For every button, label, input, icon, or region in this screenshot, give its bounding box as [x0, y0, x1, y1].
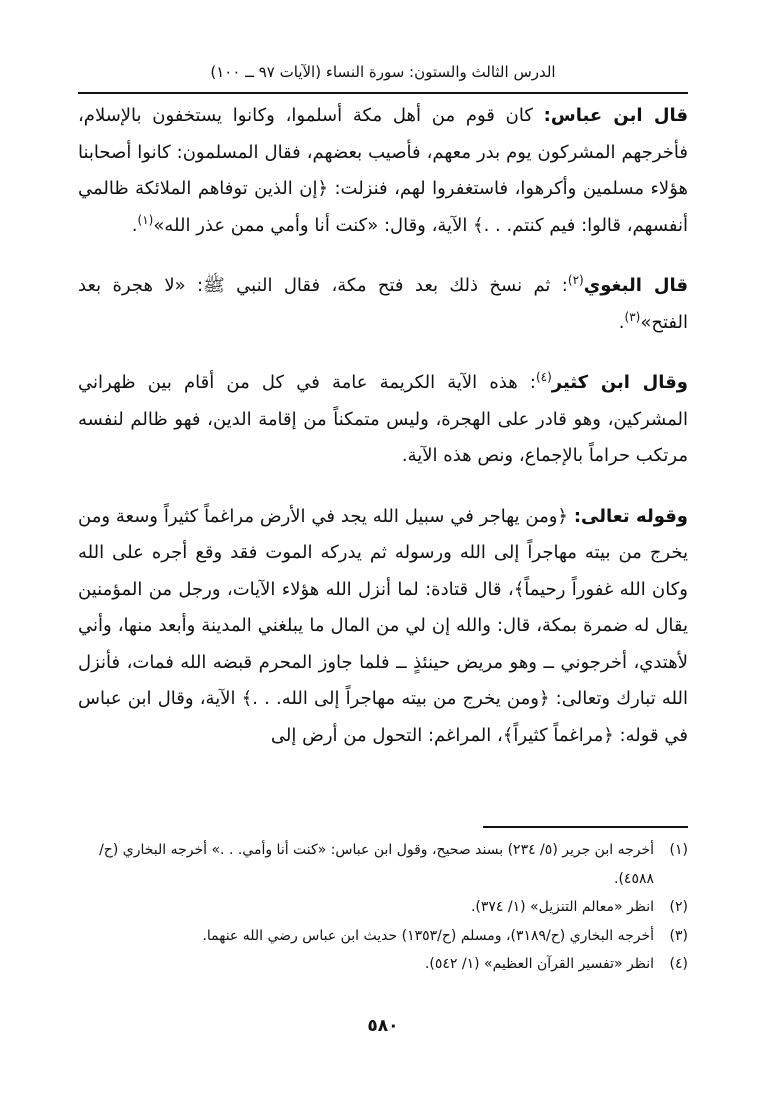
- footnote-ref: (١): [137, 212, 154, 227]
- paragraph-verse-commentary: [78, 499, 688, 755]
- footnote-divider: [483, 826, 688, 828]
- footnote-number: (٣): [669, 927, 688, 944]
- footnote-text: انظر «معالم التنزيل» (١/ ٣٧٤).: [470, 899, 654, 915]
- paragraph-baghawi: [78, 268, 688, 341]
- footnote-number: (٤): [669, 956, 688, 972]
- paragraph-lead: وقال ابن كثير: [551, 372, 688, 393]
- paragraph-body: ﴿ومن يهاجر في سبيل الله يجد في الأرض مراغماً كثيراً وسعة ومن يخرج من بيته مهاجراً إلى الله ورسوله ثم يدركه الموت فقد وقع أجره على الله وكان الله غفوراً رحيماً﴾، قال قتادة: لما أنزل الله هؤلاء الآيات، ورجل من المؤمنين يقال له ضمرة بمكة، قال: والله إن لي من المال ما يبلغني المدينة وأبعد منها، وأني لأهتدي، أخرجوني ــ وهو مريض حينئذٍ ــ فلما جاوز المحرم قبضه الله فمات، فأنزل الله تبارك وتعالى: ﴿ومن يخرج من بيته مهاجراً إلى الله. . .﴾ الآية، وقال ابن عباس في قوله: ﴿مراغماً كثيراً﴾، المراغم: التحول من أرض إلى: [78, 505, 688, 746]
- footnote-item: [78, 836, 688, 893]
- footnote-number: (٢): [669, 899, 688, 915]
- footnotes: [78, 836, 688, 979]
- footnote-item: [78, 950, 688, 979]
- footnote-ref: (٢): [567, 273, 584, 287]
- footnote-number: (١): [669, 842, 688, 858]
- main-text: [78, 98, 688, 754]
- footnote-item: [78, 922, 688, 951]
- page-number: ٥٨٠: [367, 1016, 399, 1036]
- paragraph-tail: .: [618, 311, 625, 333]
- footnote-text: انظر «تفسير القرآن العظيم» (١/ ٥٤٢).: [424, 956, 654, 972]
- paragraph-ibn-abbas: [78, 98, 688, 244]
- paragraph-body: : هذه الآية الكريمة عامة في كل من أقام بين ظهراني المشركين، وهو قادر على الهجرة، وليس متمكناً من إقامة الدين، فهو ظالم لنفسه مرتكب حراماً بالإجماع، ونص هذه الآية.: [78, 372, 688, 466]
- footnote-item: [78, 893, 688, 922]
- footnote-text: أخرجه البخاري (ح/٣١٨٩)، ومسلم (ح/١٣٥٣) حديث ابن عباس رضي الله عنهما.: [202, 927, 654, 944]
- running-header: الدرس الثالث والستون: سورة النساء (الآيات ٩٧ ــ ١٠٠): [210, 63, 556, 81]
- header-divider: [78, 92, 688, 94]
- footnote-ref: (٣): [624, 309, 641, 324]
- paragraph-body: كان قوم من أهل مكة أسلموا، وكانوا يستخفون بالإسلام، فأخرجهم المشركون يوم بدر معهم، فأصيب بعضهم، فقال المسلمون: كانوا أصحابنا هؤلاء مسلمين وأكرهوا، فاستغفروا لهم، فنزلت: ﴿إن الذين توفاهم الملائكة ظالمي أنفسهم، قالوا: فيم كنتم. . .﴾ الآية، وقال: «كنت أنا وأمي ممن عذر الله»: [78, 105, 688, 236]
- paragraph-lead: قال البغوي: [583, 275, 688, 296]
- paragraph-lead: وقوله تعالى:: [573, 505, 688, 527]
- footnote-text: أخرجه ابن جرير (٥/ ٢٣٤) بسند صحيح، وقول ابن عباس: «كنت أنا وأمي. . .» أخرجه البخاري (ح/٤٥٨٨).: [99, 842, 654, 887]
- paragraph-lead: قال ابن عباس:: [543, 105, 688, 126]
- paragraph-body: : ثم نسخ ذلك بعد فتح مكة، فقال النبي ﷺ: «لا هجرة بعد الفتح»: [78, 275, 688, 333]
- paragraph-tail: .: [131, 214, 138, 236]
- footnote-ref: (٤): [535, 370, 552, 384]
- paragraph-ibn-kathir: [78, 365, 688, 475]
